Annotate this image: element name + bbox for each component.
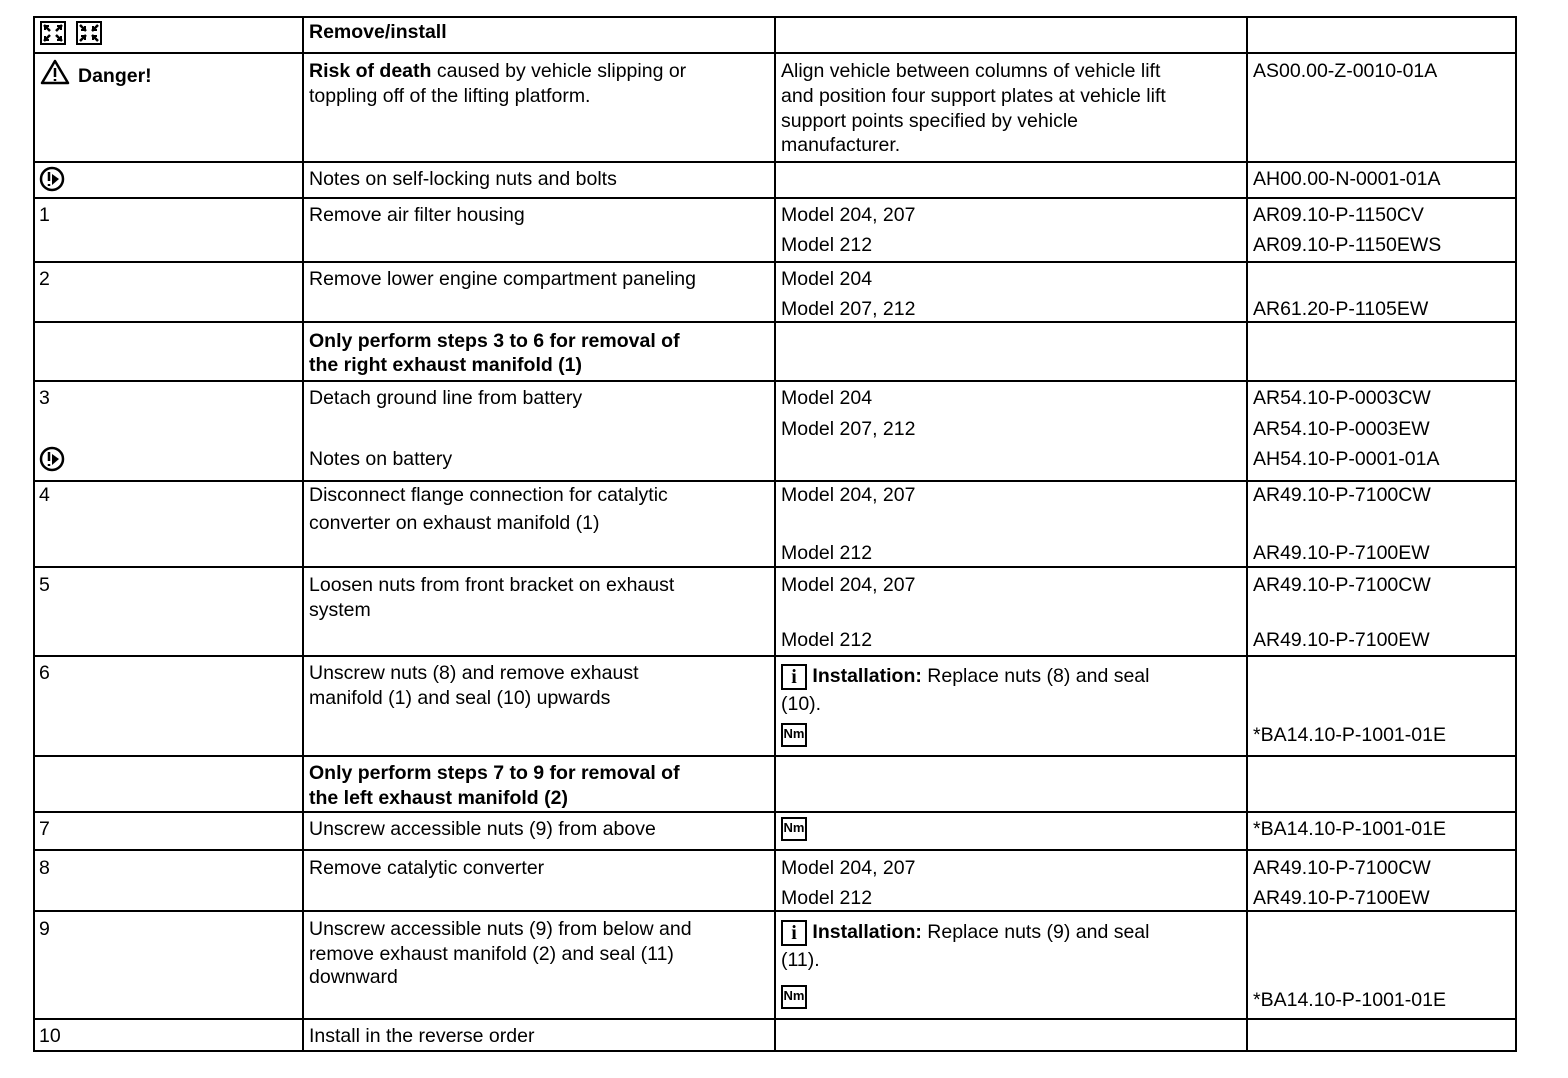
section-note: the right exhaust manifold (1) [309, 354, 583, 376]
step-number: 4 [39, 484, 50, 506]
row-divider [33, 261, 1517, 263]
row-divider [33, 197, 1517, 199]
row-divider [33, 811, 1517, 813]
torque-icon: Nm [781, 985, 807, 1009]
row-divider [33, 655, 1517, 657]
step-number: 8 [39, 857, 50, 879]
installation-text: Replace nuts (8) and seal [921, 665, 1150, 688]
install-icon [76, 21, 102, 45]
step-text: Remove catalytic converter [309, 857, 545, 879]
installation-label: Installation: [812, 665, 922, 688]
step-number: 9 [39, 918, 50, 940]
measure-text: Align vehicle between columns of vehicle lift [781, 60, 1161, 82]
torque-icon: Nm [781, 817, 807, 841]
step-number: 2 [39, 268, 50, 290]
step-text: Unscrew accessible nuts (9) from above [309, 818, 656, 840]
row-divider [33, 480, 1517, 482]
doc-reference[interactable]: AR49.10-P-7100CW [1253, 857, 1431, 879]
row-divider [33, 1018, 1517, 1020]
model-text: Model 207, 212 [781, 418, 916, 440]
doc-reference[interactable]: AR61.20-P-1105EW [1253, 298, 1429, 320]
step-number: 7 [39, 818, 50, 840]
doc-reference[interactable]: AR09.10-P-1150EWS [1253, 234, 1442, 256]
table-border [1515, 17, 1517, 1052]
step-text: system [309, 599, 371, 621]
measure-text: and position four support plates at vehicle lift [781, 85, 1166, 107]
model-text: Model 204, 207 [781, 857, 916, 879]
doc-reference[interactable]: AR49.10-P-7100EW [1253, 629, 1430, 651]
step-text: Install in the reverse order [309, 1025, 535, 1047]
row-divider [33, 321, 1517, 323]
doc-reference[interactable]: AS00.00-Z-0010-01A [1253, 60, 1438, 82]
model-text: Model 212 [781, 234, 873, 256]
installation-note [781, 920, 1149, 946]
model-text: Model 204, 207 [781, 484, 916, 506]
installation-label: Installation: [812, 921, 922, 944]
table-border [33, 1050, 1517, 1052]
step-text: Unscrew nuts (8) and remove exhaust [309, 662, 639, 684]
warning-triangle-icon [40, 59, 70, 85]
model-text: Model 204, 207 [781, 574, 916, 596]
step-number: 10 [39, 1025, 61, 1047]
row-divider [33, 755, 1517, 757]
doc-reference[interactable]: AH54.10-P-0001-01A [1253, 448, 1440, 470]
note-icon [39, 446, 65, 472]
step-number: 6 [39, 662, 50, 684]
step-text: remove exhaust manifold (2) and seal (11) [309, 943, 674, 965]
model-text: Model 204 [781, 387, 873, 409]
column-divider [774, 17, 776, 1052]
row-divider [33, 52, 1517, 54]
model-text: Model 207, 212 [781, 298, 916, 320]
step-text: Remove lower engine compartment paneling [309, 268, 696, 290]
model-text: Model 204 [781, 268, 873, 290]
note-icon [39, 166, 65, 192]
step-number: 1 [39, 204, 50, 226]
doc-reference[interactable]: *BA14.10-P-1001-01E [1253, 724, 1446, 746]
step-text: downward [309, 966, 398, 988]
doc-reference[interactable]: *BA14.10-P-1001-01E [1253, 989, 1446, 1011]
section-note: Only perform steps 7 to 9 for removal of [309, 762, 680, 784]
row-divider [33, 16, 1517, 18]
remove-icon [40, 21, 66, 45]
doc-reference[interactable]: AR54.10-P-0003CW [1253, 387, 1431, 409]
doc-reference[interactable]: AR54.10-P-0003EW [1253, 418, 1430, 440]
model-text: Model 204, 207 [781, 204, 916, 226]
model-text: Model 212 [781, 887, 873, 909]
measure-text: support points specified by vehicle [781, 110, 1079, 132]
row-divider [33, 910, 1517, 912]
column-divider [1246, 17, 1248, 1052]
doc-reference[interactable]: AH00.00-N-0001-01A [1253, 168, 1441, 190]
info-icon: i [781, 920, 807, 946]
section-note: the left exhaust manifold (2) [309, 787, 568, 809]
doc-reference[interactable]: AR49.10-P-7100EW [1253, 887, 1430, 909]
step-text: converter on exhaust manifold (1) [309, 512, 600, 534]
row-divider [33, 380, 1517, 382]
step-text: Notes on battery [309, 448, 453, 470]
info-icon: i [781, 664, 807, 690]
risk-text: toppling off of the lifting platform. [309, 85, 591, 107]
doc-reference[interactable]: AR49.10-P-7100CW [1253, 574, 1431, 596]
section-note: Only perform steps 3 to 6 for removal of [309, 330, 680, 352]
step-number: 5 [39, 574, 50, 596]
step-text: Remove air filter housing [309, 204, 525, 226]
model-text: Model 212 [781, 629, 873, 651]
section-title: Remove/install [309, 21, 447, 43]
measure-text: manufacturer. [781, 134, 901, 156]
torque-icon: Nm [781, 723, 807, 747]
model-text: Model 212 [781, 542, 873, 564]
row-divider [33, 849, 1517, 851]
installation-note [781, 664, 1149, 690]
doc-reference[interactable]: AR49.10-P-7100EW [1253, 542, 1430, 564]
column-divider [302, 17, 304, 1052]
danger-label: Danger! [78, 65, 152, 87]
installation-text: (10). [781, 693, 822, 715]
notes-text: Notes on self-locking nuts and bolts [309, 168, 617, 190]
step-text: Loosen nuts from front bracket on exhaust [309, 574, 675, 596]
doc-reference[interactable]: AR49.10-P-7100CW [1253, 484, 1431, 506]
risk-rest: caused by vehicle slipping or [431, 60, 687, 82]
row-divider [33, 161, 1517, 163]
table-border [33, 17, 35, 1052]
doc-reference[interactable]: *BA14.10-P-1001-01E [1253, 818, 1446, 840]
row-divider [33, 566, 1517, 568]
step-text: Disconnect flange connection for catalytic [309, 484, 668, 506]
risk-text [309, 60, 686, 82]
step-text: manifold (1) and seal (10) upwards [309, 687, 611, 709]
installation-text: (11). [781, 949, 820, 971]
step-text: Detach ground line from battery [309, 387, 583, 409]
doc-reference[interactable]: AR09.10-P-1150CV [1253, 204, 1424, 226]
step-number: 3 [39, 387, 50, 409]
step-text: Unscrew accessible nuts (9) from below and [309, 918, 692, 940]
risk-bold: Risk of death [309, 60, 432, 82]
installation-text: Replace nuts (9) and seal [921, 921, 1150, 944]
